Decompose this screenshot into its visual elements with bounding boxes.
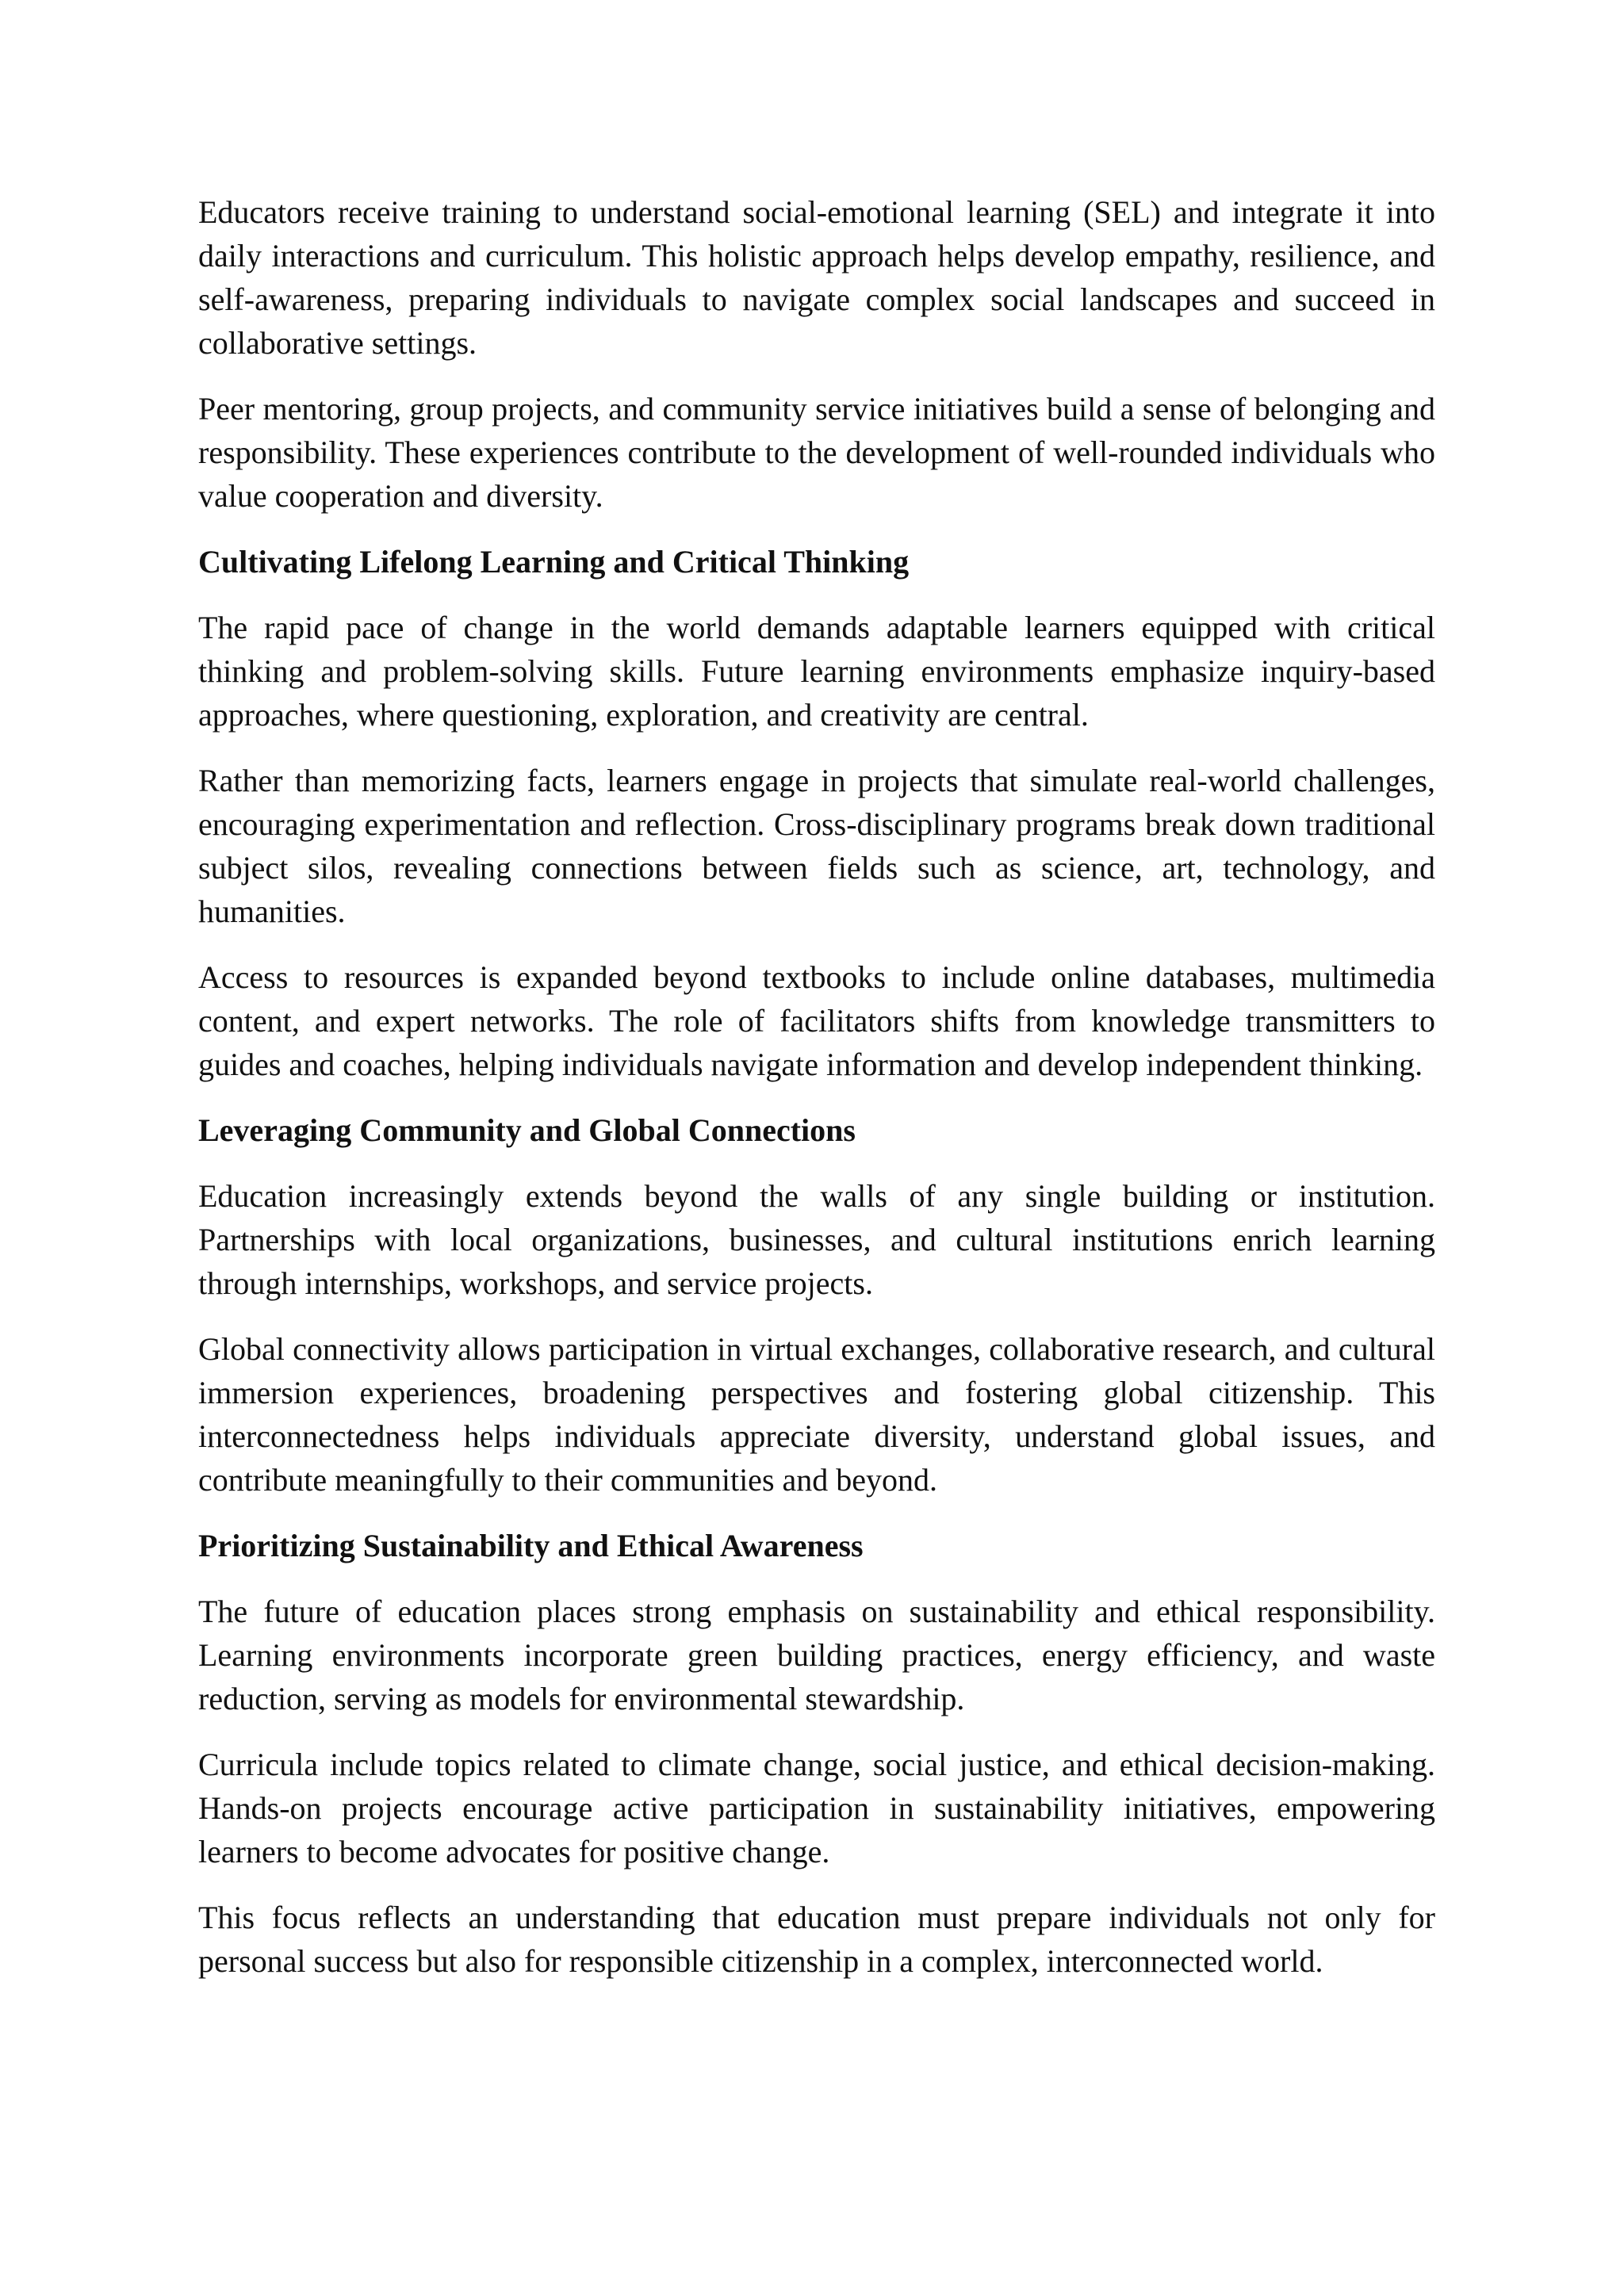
paragraph-focus-reflects: This focus reflects an understanding that education must prepare individuals not only for personal success but also for responsible citizenship in a complex, interconnected world. (198, 1900, 1435, 1979)
paragraph-memorizing-facts: Rather than memorizing facts, learners engage in projects that simulate real-world challenges, encouraging experimentation and reflection. Cross-disciplinary programs break down traditional subject silos, revealing connections between fields such as science, art, technology, and humanities. (198, 763, 1435, 929)
paragraph-sel-training: Educators receive training to understand social-emotional learning (SEL) and integrate it into daily interactions and curriculum. This holistic approach helps develop empathy, resilience, and self-awareness, preparing individuals to navigate complex social landscapes and succeed in collaborative settings. (198, 194, 1435, 361)
paragraph-rapid-pace: The rapid pace of change in the world demands adaptable learners equipped with critical thinking and problem-solving skills. Future learning environments emphasize inquiry-based approaches, where questioning, exploration, and creativity are central. (198, 610, 1435, 733)
paragraph-curricula: Curricula include topics related to climate change, social justice, and ethical decision-making. Hands-on projects encourage active participation in sustainability initiatives, empowering learners to become advocates for positive change. (198, 1747, 1435, 1869)
heading-lifelong-learning: Cultivating Lifelong Learning and Critical Thinking (198, 544, 910, 580)
heading-sustainability-ethics: Prioritizing Sustainability and Ethical Awareness (198, 1528, 864, 1563)
paragraph-future-education: The future of education places strong emphasis on sustainability and ethical responsibility. Learning environments incorporate green building practices, energy efficiency, and waste reduction, serving as models for environmental stewardship. (198, 1594, 1435, 1716)
paragraph-global-connectivity: Global connectivity allows participation in virtual exchanges, collaborative research, and cultural immersion experiences, broadening perspectives and fostering global citizenship. This interconnectedness helps individuals appreciate diversity, understand global issues, and contribute meaningfully to their communities and beyond. (198, 1331, 1435, 1498)
heading-community-global: Leveraging Community and Global Connections (198, 1112, 856, 1148)
paragraph-access-resources: Access to resources is expanded beyond textbooks to include online databases, multimedia content, and expert networks. The role of facilitators shifts from knowledge transmitters to guides and coaches, helping individuals navigate information and develop independent thinking. (198, 959, 1435, 1082)
paragraph-education-extends: Education increasingly extends beyond the walls of any single building or institution. Partnerships with local organizations, businesses, and cultural institutions enrich learning through internships, workshops, and service projects. (198, 1178, 1435, 1301)
paragraph-peer-mentoring: Peer mentoring, group projects, and community service initiatives build a sense of belonging and responsibility. These experiences contribute to the development of well-rounded individuals who value cooperation and diversity. (198, 391, 1435, 514)
document-body (198, 190, 1435, 2005)
